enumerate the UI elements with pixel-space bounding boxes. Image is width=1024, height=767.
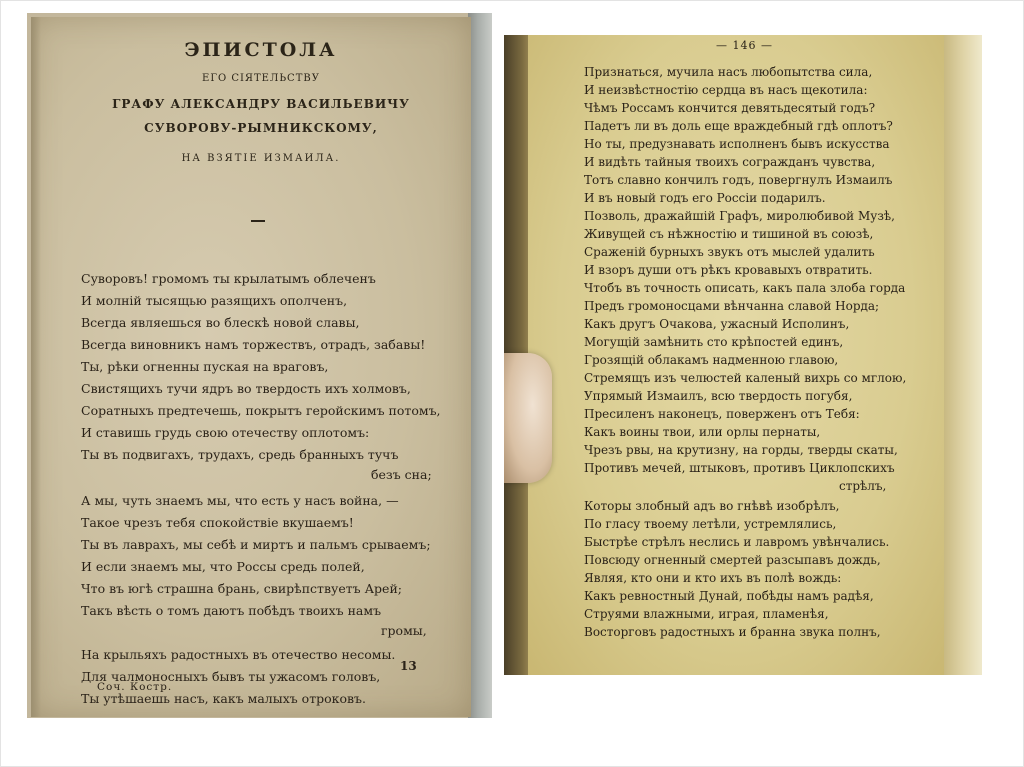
page-title: ЭПИСТОЛА [184,39,338,61]
poem-line: Восторговъ радостныхъ и бранна звука полнъ, [584,625,881,639]
left-book-photo [27,13,492,718]
poem-line: И ставишь грудь свою отечеству оплотомъ: [81,425,370,440]
poem-line: Являя, кто они и кто ихъ въ полѣ вождь: [584,571,842,585]
poem-line: Какъ воины твои, или орлы пернаты, [584,425,821,439]
poem-line: Предъ громоносцами вѣнчанна славой Норда; [584,299,880,313]
poem-line: И молній тысящью разящихъ ополченъ, [81,293,348,308]
poem-line: громы, [381,623,427,638]
poem-line: Которы злобный адъ во гнѣвѣ изобрѣлъ, [584,499,840,513]
poem-line: Быстрѣе стрѣлъ неслись и лавромъ увѣнчались. [584,535,890,549]
poem-line: Грозящій облакамъ надменною главою, [584,353,839,367]
poem-line: Чрезъ рвы, на крутизну, на горды, тверды скаты, [584,443,898,457]
background-strip [468,13,492,718]
poem-line: Живущей съ нѣжностію и тишиной въ союзѣ, [584,227,874,241]
poem-line: Стремящъ изъ челюстей каленый вихрь со мглою, [584,371,907,385]
poem-line: А мы, чуть знаемъ мы, что есть у насъ война, — [81,493,399,508]
poem-line: Пресиленъ наконецъ, поверженъ отъ Тебя: [584,407,860,421]
poem-line: И неизвѣстностію сердца въ насъ щекотила: [584,83,868,97]
poem-line: Ты утѣшаешь насъ, какъ малыхъ отроковъ. [81,691,366,706]
poem-line: Для чалмоносныхъ бывъ ты ужасомъ головъ, [81,669,381,684]
poem-line: Противъ мечей, штыковъ, противъ Циклопскихъ [584,461,895,475]
poem-line: Такое чрезъ тебя спокойствіе вкушаемъ! [81,515,354,530]
poem-line: Ты въ лаврахъ, мы себѣ и миртъ и пальмъ срываемъ; [81,537,431,552]
poem-line: Признаться, мучила насъ любопытства сила, [584,65,873,79]
page-number: — 146 — [716,39,773,52]
poem-line: безъ сна; [371,467,432,482]
dedication-line-3: СУВОРОВУ-РЫМНИКСКОМУ, [144,121,378,135]
poem-line: Упрямый Измаилъ, всю твердость погубя, [584,389,853,403]
poem-line: И если знаемъ мы, что Россы средь полей, [81,559,365,574]
dedication-line-2: ГРАФУ АЛЕКСАНДРУ ВАСИЛЬЕВИЧУ [112,97,410,111]
poem-line: Всегда виновникъ намъ торжествъ, отрадъ, забавы! [81,337,426,352]
poem-line: Ты, рѣки огненны пуская на враговъ, [81,359,329,374]
poem-line: Падетъ ли въ доль еще враждебный гдѣ оплотъ? [584,119,893,133]
poem-line: Всегда являешься во блескѣ новой славы, [81,315,360,330]
poem-line: Чѣмъ Россамъ кончится девятьдесятый годъ? [584,101,876,115]
thumb [504,353,552,483]
poem-line: Повсюду огненный смертей разсыпавъ дождь, [584,553,881,567]
poem-line: Соратныхъ предтечешь, покрытъ геройскимъ потомъ, [81,403,441,418]
poem-line: стрѣлъ, [839,479,887,493]
poem-line: И въ новый годъ его Россіи подарилъ. [584,191,826,205]
poem-line: Ты въ подвигахъ, трудахъ, средь бранныхъ тучъ [81,447,399,462]
page-footer: Соч. Костр. [97,681,173,693]
poem-line: Суворовъ! громомъ ты крылатымъ облеченъ [81,271,376,286]
dedication-line-1: ЕГО СІЯТЕЛЬСТВУ [202,73,320,84]
dedication-line-4: НА ВЗЯТІЕ ИЗМАИЛА. [181,153,341,164]
poem-line: Свистящихъ тучи ядръ во твердость ихъ холмовъ, [81,381,411,396]
page-fold-shadow [31,17,41,717]
poem-line: Струями влажными, играя, пламенѣя, [584,607,829,621]
page-edges [944,35,982,675]
poem-line: Какъ другъ Очакова, ужасный Исполинъ, [584,317,850,331]
section-rule [251,220,265,222]
poem-line: Какъ ревностный Дунай, побѣды намъ радѣя, [584,589,874,603]
poem-line: Позволь, дражайшій Графъ, миролюбивой Музѣ, [584,209,895,223]
poem-line: Сраженій бурныхъ звукъ отъ мыслей удалить [584,245,875,259]
poem-line: Такъ вѣсть о томъ даютъ побѣдъ твоихъ намъ [81,603,382,618]
poem-line: Что въ югѣ страшна брань, свирѣпствуетъ Арей; [81,581,402,596]
left-book-page [31,17,471,717]
page-number: 13 [400,659,417,673]
poem-line: Тотъ славно кончилъ годъ, повергнулъ Измаилъ [584,173,893,187]
poem-line: И взоръ души отъ рѣкъ кровавыхъ отвратить. [584,263,873,277]
right-book-photo [504,35,982,675]
poem-line: Но ты, предузнавать исполненъ бывъ искусства [584,137,890,151]
poem-line: Чтобъ въ точность описать, какъ пала злоба горда [584,281,906,295]
poem-line: И видѣть тайныя твоихъ согражданъ чувства, [584,155,876,169]
poem-line: По гласу твоему летѣли, устремлялись, [584,517,837,531]
poem-line: На крыльяхъ радостныхъ въ отечество несомы. [81,647,396,662]
poem-line: Могущій замѣнить сто крѣпостей единъ, [584,335,844,349]
